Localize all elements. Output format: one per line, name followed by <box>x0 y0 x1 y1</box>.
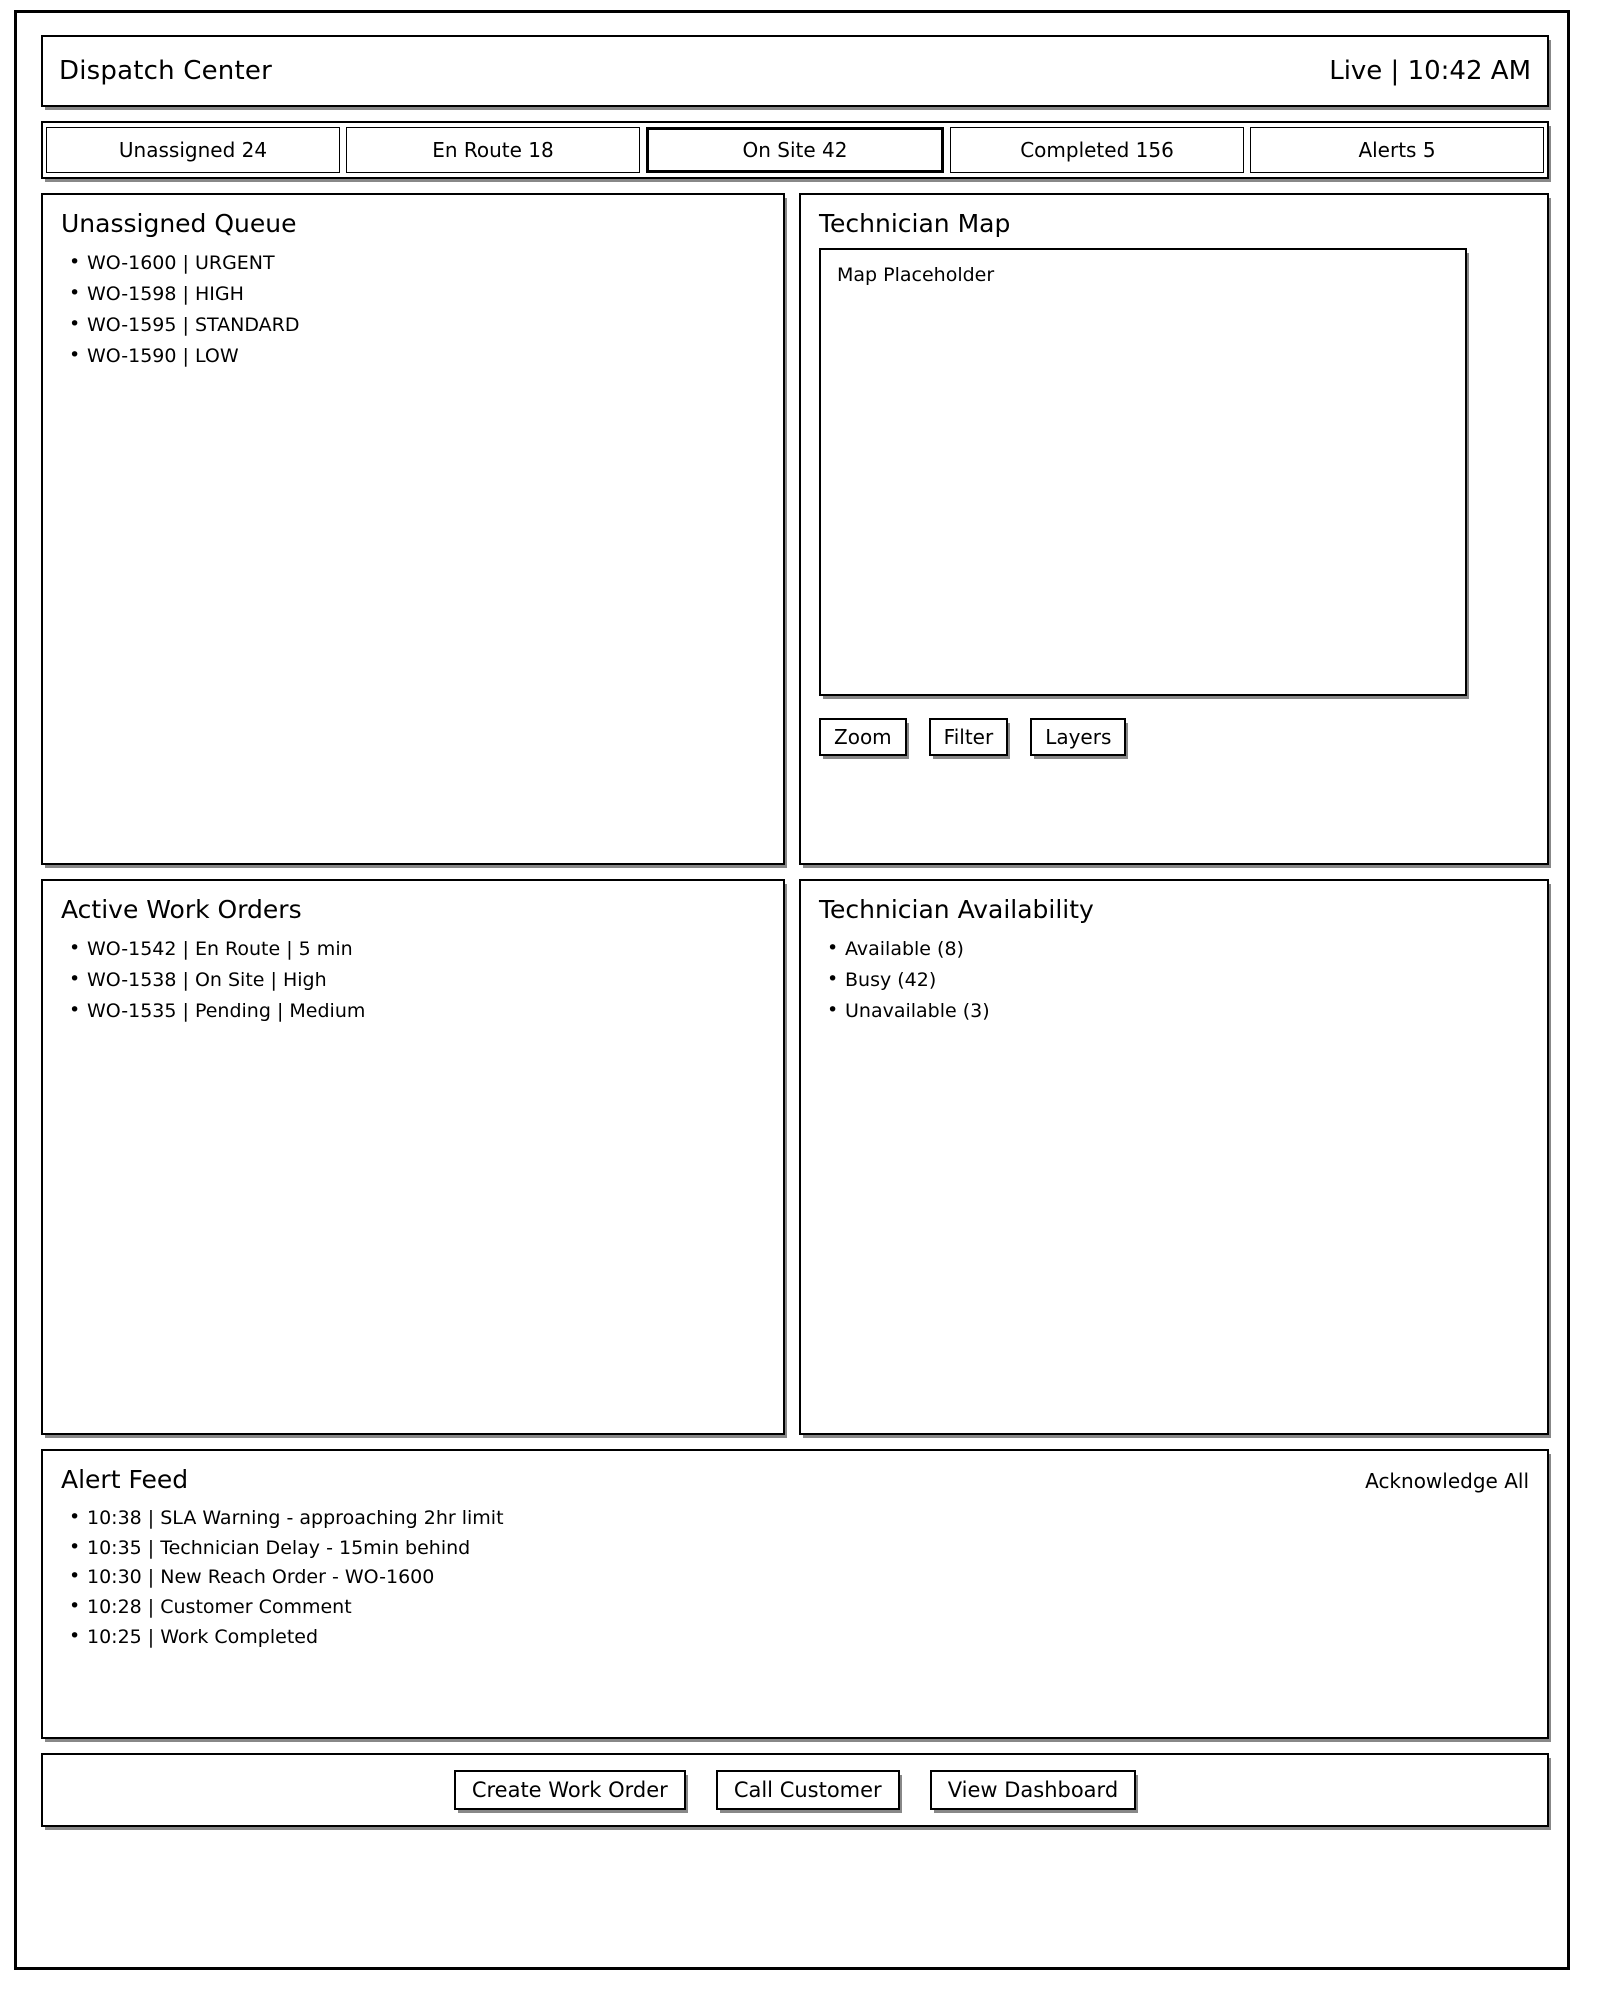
technician-availability-list <box>819 934 1529 1027</box>
map-layers-button[interactable]: Layers <box>1030 718 1126 756</box>
list-item[interactable]: • WO-1600 | URGENT <box>61 248 765 279</box>
list-item[interactable]: • WO-1595 | STANDARD <box>61 310 765 341</box>
list-item[interactable]: • Available (8) <box>819 934 1529 965</box>
map-controls <box>819 718 1529 756</box>
create-work-order-button[interactable]: Create Work Order <box>454 1770 686 1810</box>
app-content <box>41 35 1549 1827</box>
list-item[interactable]: • WO-1542 | En Route | 5 min <box>61 934 765 965</box>
call-customer-button[interactable]: Call Customer <box>716 1770 900 1810</box>
view-dashboard-button[interactable]: View Dashboard <box>930 1770 1136 1810</box>
alert-feed-list <box>61 1504 1529 1652</box>
footer-action-bar <box>41 1753 1549 1827</box>
alert-feed-header <box>61 1465 1529 1504</box>
unassigned-queue-panel <box>41 193 785 865</box>
app-window <box>14 10 1570 1970</box>
unassigned-queue-list <box>61 248 765 372</box>
left-column <box>41 193 785 1435</box>
status-tab-bar <box>41 121 1549 179</box>
active-work-orders-panel <box>41 879 785 1435</box>
list-item[interactable]: • Busy (42) <box>819 965 1529 996</box>
map-canvas[interactable] <box>819 248 1467 696</box>
tab-on-site[interactable]: On Site 42 <box>646 127 944 173</box>
technician-map-title: Technician Map <box>819 209 1011 238</box>
page-title: Dispatch Center <box>59 56 272 86</box>
list-item[interactable]: • WO-1538 | On Site | High <box>61 965 765 996</box>
tab-en-route[interactable]: En Route 18 <box>346 127 640 173</box>
list-item[interactable]: • 10:38 | SLA Warning - approaching 2hr limit <box>61 1504 1529 1534</box>
active-work-orders-title: Active Work Orders <box>61 895 302 924</box>
list-item[interactable]: • 10:35 | Technician Delay - 15min behind <box>61 1534 1529 1564</box>
map-zoom-button[interactable]: Zoom <box>819 718 907 756</box>
main-grid <box>41 193 1549 1435</box>
alert-feed-title: Alert Feed <box>61 1465 189 1494</box>
tab-alerts[interactable]: Alerts 5 <box>1250 127 1544 173</box>
list-item[interactable]: • WO-1535 | Pending | Medium <box>61 996 765 1027</box>
map-filter-button[interactable]: Filter <box>929 718 1009 756</box>
live-clock-status: Live | 10:42 AM <box>1329 56 1531 86</box>
active-work-orders-list <box>61 934 765 1027</box>
technician-availability-panel <box>799 879 1549 1435</box>
unassigned-queue-title: Unassigned Queue <box>61 209 297 238</box>
list-item[interactable]: • WO-1590 | LOW <box>61 341 765 372</box>
tab-completed[interactable]: Completed 156 <box>950 127 1244 173</box>
list-item[interactable]: • 10:30 | New Reach Order - WO-1600 <box>61 1563 1529 1593</box>
list-item[interactable]: • 10:25 | Work Completed <box>61 1623 1529 1653</box>
list-item[interactable]: • Unavailable (3) <box>819 996 1529 1027</box>
list-item[interactable]: • 10:28 | Customer Comment <box>61 1593 1529 1623</box>
technician-map-panel <box>799 193 1549 865</box>
acknowledge-all-button[interactable]: Acknowledge All <box>1365 1469 1529 1493</box>
technician-availability-title: Technician Availability <box>819 895 1094 924</box>
list-item[interactable]: • WO-1598 | HIGH <box>61 279 765 310</box>
alert-feed-panel <box>41 1449 1549 1739</box>
tab-unassigned[interactable]: Unassigned 24 <box>46 127 340 173</box>
header-bar <box>41 35 1549 107</box>
map-placeholder-label: Map Placeholder <box>837 264 995 286</box>
right-column <box>799 193 1549 1435</box>
